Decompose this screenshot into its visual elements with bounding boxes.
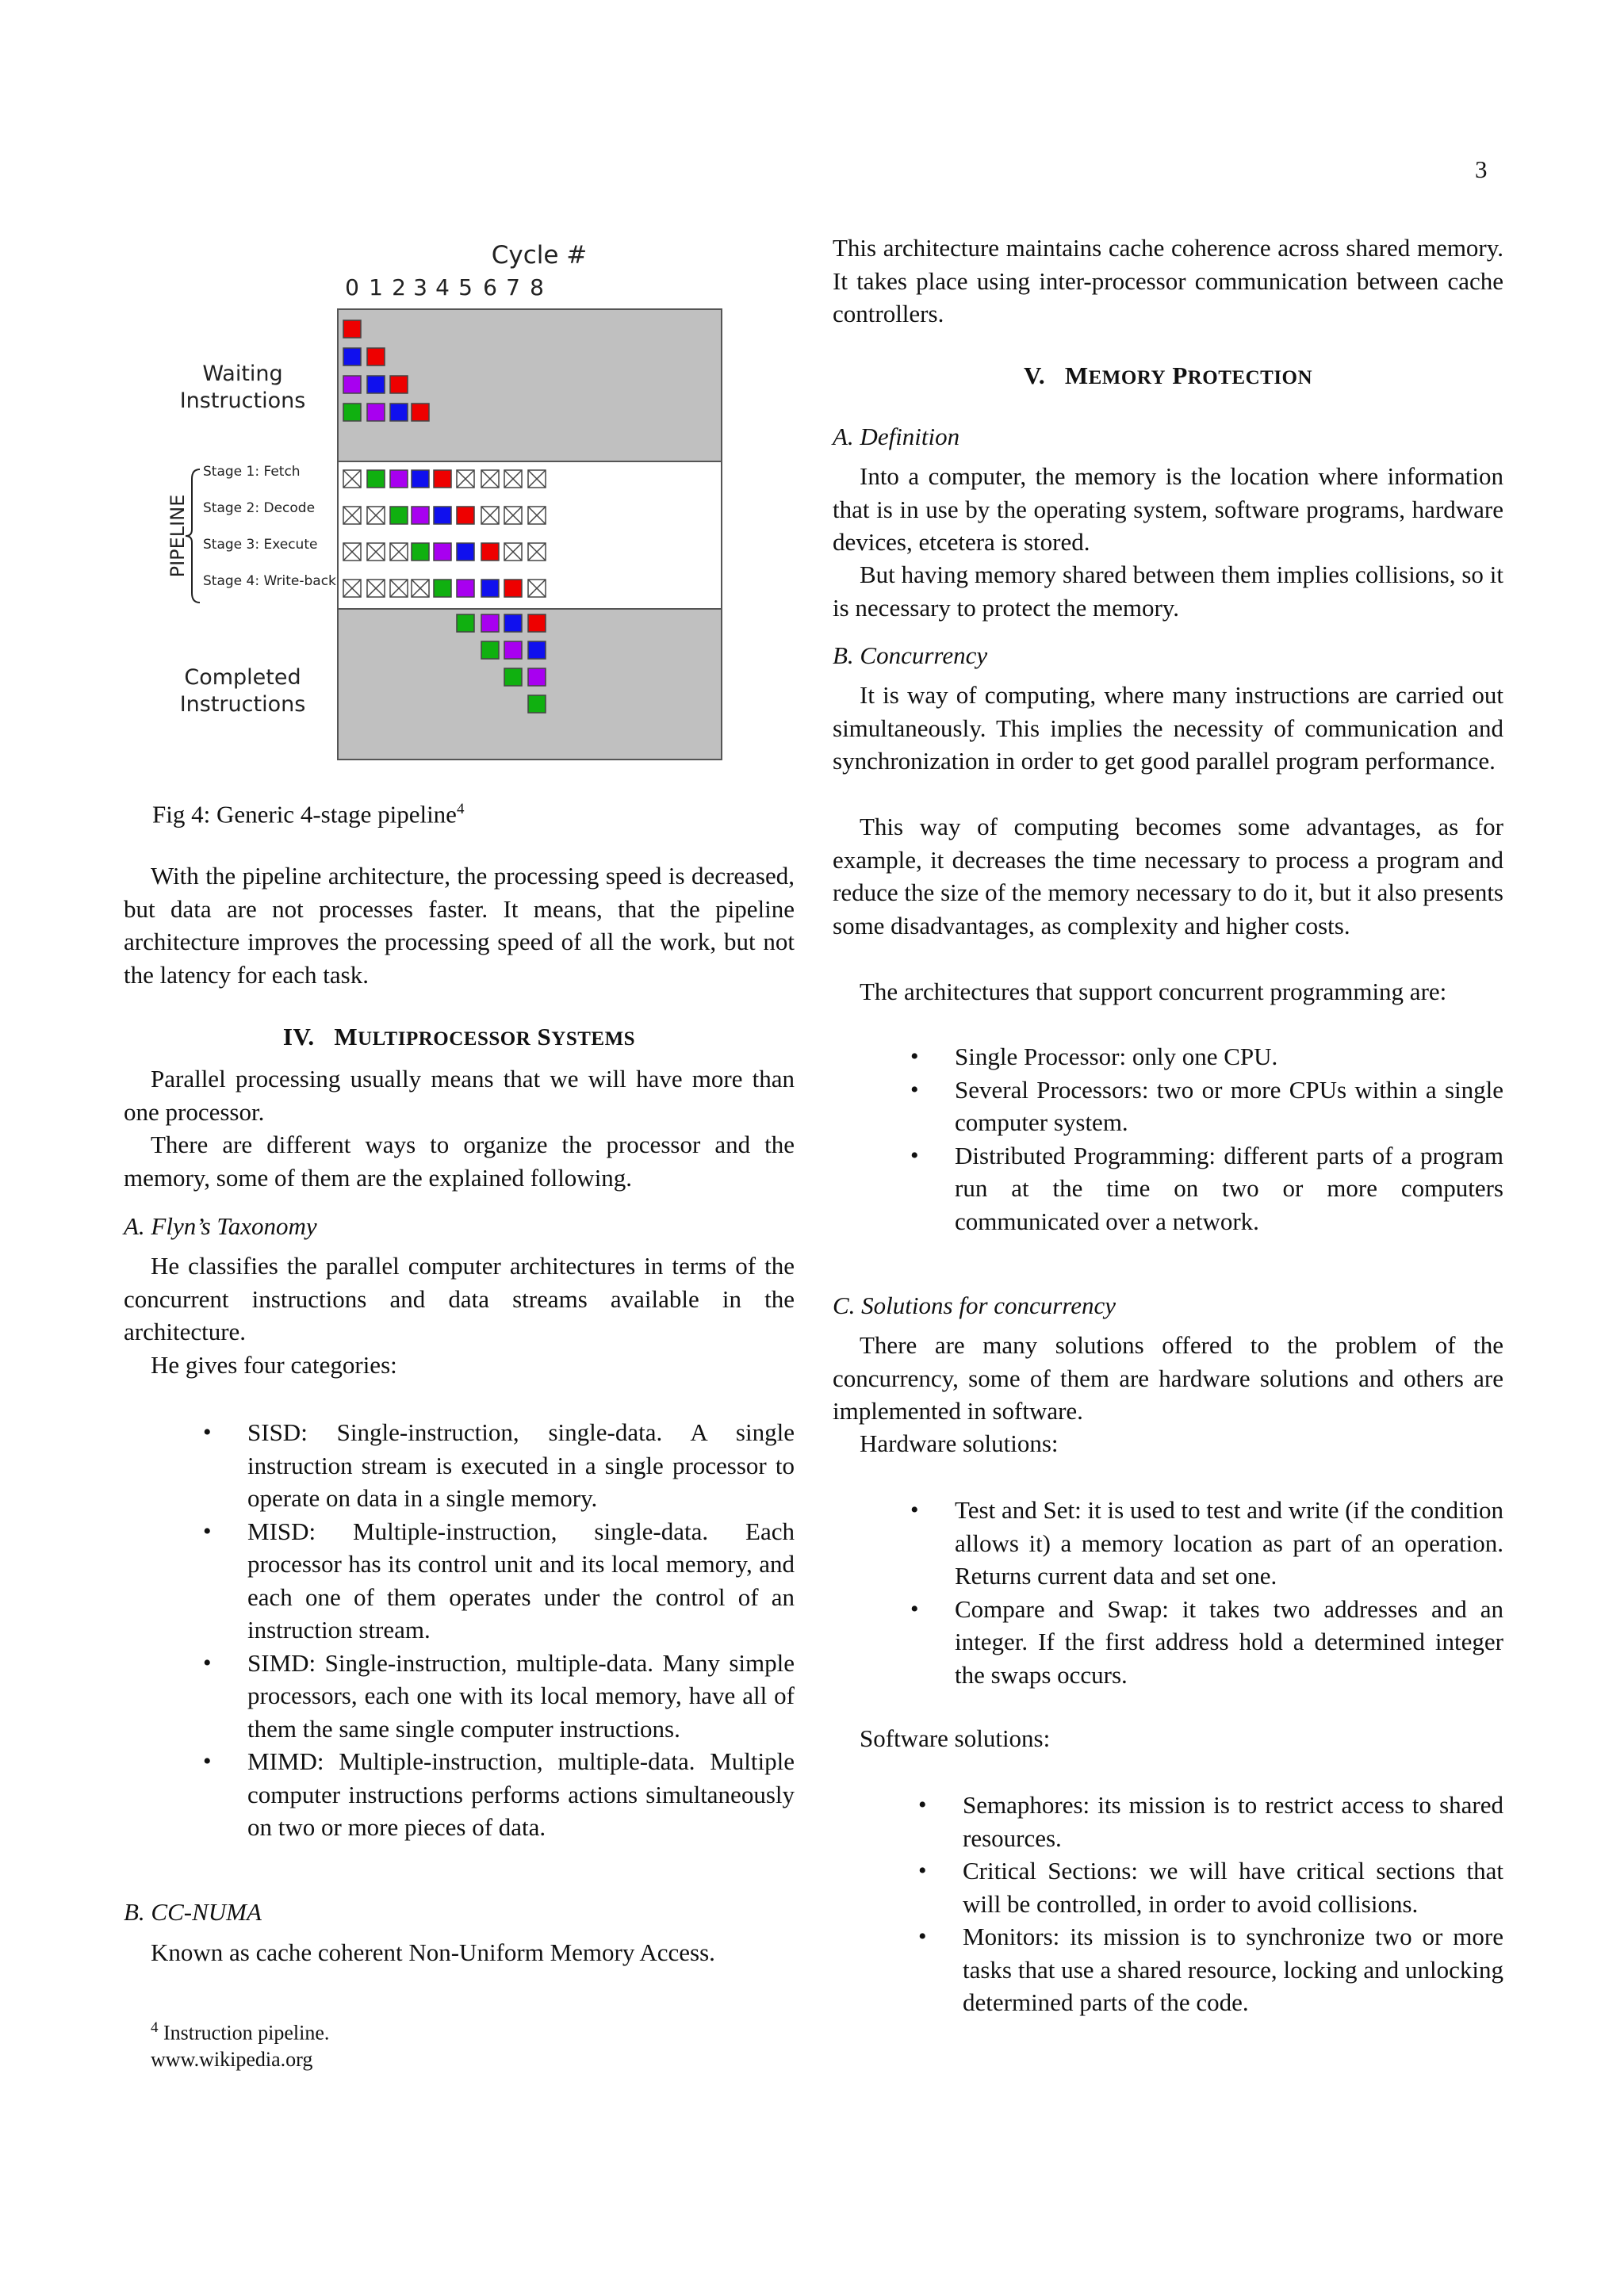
- waiting-cell-3-0: [343, 404, 361, 421]
- definition-paragraph-2: But having memory shared between them implies collisions, so it is necessary to protect the memory.: [833, 561, 1503, 622]
- stage-label-3: Stage 3: Execute: [203, 537, 318, 553]
- software-item-semaphores: • Semaphores: its mission is to restrict access to shared resources.: [918, 1791, 1503, 1852]
- waiting-cell-2-2: [390, 376, 408, 393]
- pipeline-cell-3-7: [504, 580, 522, 597]
- pipeline-cell-0-2: [390, 470, 408, 488]
- pipeline-cell-1-0: [343, 507, 361, 524]
- waiting-cell-3-2: [390, 404, 408, 421]
- subsection-flyns-taxonomy: A. Flyn’s Taxonomy: [124, 1212, 317, 1240]
- pipeline-cell-3-1: [367, 580, 385, 597]
- subsection-concurrency: B. Concurrency: [833, 641, 988, 669]
- taxonomy-item-simd: • SIMD: Single-instruction, multiple-data. Many simple processors, each one with its local memory, have all of them the same single computer instructions.: [203, 1648, 795, 1743]
- pipeline-vertical-label: PIPELINE: [167, 494, 189, 578]
- cycle-label-2: 2: [392, 274, 406, 300]
- pipeline-cell-1-6: [481, 507, 499, 524]
- section-iv-heading: IV. MULTIPROCESSOR SYSTEMS: [282, 1023, 636, 1050]
- pipeline-cell-0-5: [457, 470, 474, 488]
- cycle-label-6: 6: [483, 274, 497, 300]
- architecture-list: [910, 1040, 1503, 1238]
- software-item-monitors: • Monitors: its mission is to synchronize two or more tasks that use a shared resource, locking and unlocking determined parts of the code.: [918, 1923, 1503, 2016]
- waiting-cell-3-3: [412, 404, 429, 421]
- completed-cell-3-8: [528, 695, 546, 713]
- software-item-critical-sections: • Critical Sections: we will have critical sections that will be controlled, in order to avoid collisions.: [918, 1857, 1503, 1918]
- software-solutions-label: Software solutions:: [860, 1724, 1051, 1752]
- architecture-item-distributed: • Distributed Programming: different parts of a program run at the time on two or more computers communicated over a network.: [910, 1141, 1503, 1235]
- pipeline-brace: [186, 469, 200, 603]
- pipeline-cell-0-6: [481, 470, 499, 488]
- stage-labels: [203, 464, 336, 589]
- cc-numa-continued-paragraph: This architecture maintains cache coherence across shared memory. It takes place using inter-processor communication between cache controllers.: [833, 234, 1503, 327]
- completed-cell-2-7: [504, 668, 522, 686]
- cycle-label-5: 5: [458, 274, 473, 300]
- completed-cell-0-6: [481, 614, 499, 632]
- pipeline-cell-3-6: [481, 580, 499, 597]
- stage-label-1: Stage 1: Fetch: [203, 464, 301, 480]
- pipeline-cell-3-8: [528, 580, 546, 597]
- pipeline-cell-3-2: [390, 580, 408, 597]
- pipeline-cell-2-8: [528, 543, 546, 561]
- hardware-solutions-list: [910, 1494, 1503, 1691]
- pipeline-cell-0-0: [343, 470, 361, 488]
- software-solutions-list: [918, 1789, 1503, 2019]
- pipeline-cell-1-5: [457, 507, 474, 524]
- waiting-label-line2: Instructions: [179, 388, 306, 413]
- architecture-item-single: • Single Processor: only one CPU.: [910, 1043, 1278, 1070]
- waiting-cell-2-0: [343, 376, 361, 393]
- pipeline-cell-0-3: [412, 470, 429, 488]
- stage-label-4: Stage 4: Write-back: [203, 573, 336, 589]
- completed-cell-0-5: [457, 614, 474, 632]
- hardware-solutions-label: Hardware solutions:: [860, 1429, 1059, 1457]
- cycle-labels: [345, 274, 544, 300]
- pipeline-cell-2-7: [504, 543, 522, 561]
- completed-cell-1-6: [481, 641, 499, 659]
- taxonomy-item-misd: • MISD: Multiple-instruction, single-data. Each processor has its control unit and its local memory, and each one of them operates under the control of an instruction stream.: [203, 1517, 795, 1644]
- pipeline-cell-1-1: [367, 507, 385, 524]
- pipeline-cell-0-1: [367, 470, 385, 488]
- solutions-paragraph: There are many solutions offered to the problem of the concurrency, some of them are hardware solutions and others are implemented in software.: [833, 1331, 1503, 1425]
- architecture-item-several: • Several Processors: two or more CPUs within a single computer system.: [910, 1075, 1503, 1136]
- hardware-item-compare-and-swap: • Compare and Swap: it takes two addresses and an integer. If the first address hold a determined integer the swaps occurs.: [910, 1594, 1503, 1689]
- flyn-paragraph-2: He gives four categories:: [151, 1351, 397, 1379]
- pipeline-cell-2-4: [434, 543, 451, 561]
- pipeline-cell-2-3: [412, 543, 429, 561]
- figure-caption: Fig 4: Generic 4-stage pipeline$^4$: [152, 800, 465, 828]
- section-v-heading: V. MEMORY PROTECTION: [1023, 362, 1313, 389]
- completed-cell-0-7: [504, 614, 522, 632]
- pipeline-cell-2-2: [390, 543, 408, 561]
- pipeline-cell-1-7: [504, 507, 522, 524]
- subsection-definition: A. Definition: [833, 423, 960, 450]
- pipeline-cell-1-2: [390, 507, 408, 524]
- page-number: 3: [1475, 155, 1488, 183]
- multiprocessor-paragraph-1: Parallel processing usually means that we will have more than one processor.: [124, 1065, 795, 1126]
- completed-label-line1: Completed: [184, 665, 301, 690]
- taxonomy-item-sisd: • SISD: Single-instruction, single-data. A single instruction stream is executed in a single processor to operate on data in a single memory.: [203, 1418, 795, 1512]
- cycle-title: Cycle #: [491, 241, 588, 270]
- pipeline-figure: [159, 230, 730, 777]
- cycle-label-8: 8: [530, 274, 544, 300]
- pipeline-paragraph: With the pipeline architecture, the processing speed is decreased, but data are not processes faster. It means, that the pipeline architecture improves the processing speed of all the work, but not the latency for each task.: [124, 862, 795, 989]
- pipeline-cell-1-3: [412, 507, 429, 524]
- waiting-cell-0-0: [343, 320, 361, 338]
- completed-cell-2-8: [528, 668, 546, 686]
- hardware-item-test-and-set: • Test and Set: it is used to test and write (if the condition allows it) a memory location as part of an operation. Returns current data and set one.: [910, 1496, 1503, 1590]
- completed-cell-0-8: [528, 614, 546, 632]
- cycle-label-3: 3: [413, 274, 427, 300]
- pipeline-cell-3-0: [343, 580, 361, 597]
- waiting-cell-3-1: [367, 404, 385, 421]
- taxonomy-list: [203, 1416, 795, 1844]
- definition-paragraph-1: Into a computer, the memory is the location where information that is in use by the operating system, software programs, hardware devices, etcetera is stored.: [833, 462, 1503, 556]
- waiting-cell-1-0: [343, 348, 361, 365]
- pipeline-cell-1-4: [434, 507, 451, 524]
- cycle-label-0: 0: [345, 274, 359, 300]
- pipeline-cell-0-8: [528, 470, 546, 488]
- waiting-cell-1-1: [367, 348, 385, 365]
- pipeline-cell-3-4: [434, 580, 451, 597]
- subsection-solutions: C. Solutions for concurrency: [833, 1292, 1116, 1319]
- flyn-paragraph-1: He classifies the parallel computer architectures in terms of the concurrent instructions and data streams available in the architecture.: [124, 1252, 795, 1345]
- pipeline-cell-1-8: [528, 507, 546, 524]
- pipeline-cell-0-4: [434, 470, 451, 488]
- pipeline-cell-0-7: [504, 470, 522, 488]
- completed-cell-1-8: [528, 641, 546, 659]
- footnote: $^4$ Instruction pipeline. www.wikipedia.org: [151, 2019, 330, 2071]
- pipeline-cell-2-1: [367, 543, 385, 561]
- concurrency-paragraph-1: It is way of computing, where many instructions are carried out simultaneously. This implies the necessity of communication and synchronization in order to get good parallel program performance.: [833, 681, 1503, 775]
- concurrency-paragraph-2: This way of computing becomes some advantages, as for example, it decreases the time necessary to process a program and reduce the size of the memory necessary to do it, but it also presents some disadvantages, as complexity and higher costs.: [833, 813, 1503, 939]
- pipeline-cell-2-0: [343, 543, 361, 561]
- stage-label-2: Stage 2: Decode: [203, 500, 316, 516]
- waiting-cell-2-1: [367, 376, 385, 393]
- cc-numa-paragraph: Known as cache coherent Non-Uniform Memory Access.: [151, 1938, 715, 1966]
- pipeline-cell-3-5: [457, 580, 474, 597]
- cycle-label-7: 7: [506, 274, 520, 300]
- multiprocessor-paragraph-2: There are different ways to organize the processor and the memory, some of them are the explained following.: [124, 1131, 795, 1192]
- completed-label-line2: Instructions: [179, 692, 306, 717]
- waiting-label-line1: Waiting: [202, 362, 283, 386]
- pipeline-cell-3-3: [412, 580, 429, 597]
- cycle-label-1: 1: [369, 274, 383, 300]
- pipeline-cell-2-6: [481, 543, 499, 561]
- concurrency-paragraph-3: The architectures that support concurrent programming are:: [860, 978, 1447, 1005]
- taxonomy-item-mimd: • MIMD: Multiple-instruction, multiple-data. Multiple computer instructions performs actions simultaneously on two or more pieces of data.: [203, 1747, 795, 1841]
- subsection-cc-numa: B. CC-NUMA: [124, 1898, 262, 1926]
- completed-cell-1-7: [504, 641, 522, 659]
- cycle-label-4: 4: [435, 274, 450, 300]
- pipeline-cell-2-5: [457, 543, 474, 561]
